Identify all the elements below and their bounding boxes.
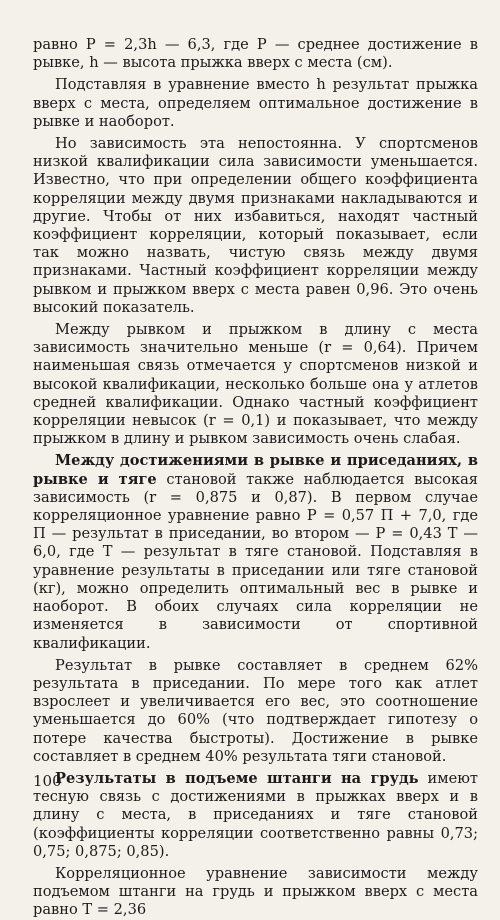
paragraph-2: Подставляя в уравнение вместо h результат прыжка вверх с места, определяем оптимальное достижение в рывке и наоборот. bbox=[33, 76, 478, 130]
page-number: 100 bbox=[33, 772, 62, 790]
paragraph-6: Результат в рывке составляет в среднем 62% результата в приседании. По мере того как атлет взрослеет и увеличивается его вес, это соотношение уменьшается до 60% (что подтверждает гипотезу о потере качества быстроты). Достижение в рывке составляет в среднем 40% результата тяги становой. bbox=[33, 656, 478, 765]
paragraph-8: Корреляционное уравнение зависимости между подъемом штанги на грудь и прыжком вверх с места равно T = 2,36 bbox=[33, 864, 478, 919]
paragraph-1: равно P = 2,3h — 6,3, где P — среднее достижение в рывке, h — высота прыжка вверх с места (см). bbox=[33, 36, 478, 72]
paragraph-4: Между рывком и прыжком в длину с места зависимость значительно меньше (r = 0,64). Причем наименьшая связь отмечается у спортсменов низкой и высокой квалификации, несколько больше она у атлетов средней квалификации. Однако частный коэффициент корреляции невысок (r = 0,1) и показывает, что между прыжком в длину и рывком зависимость очень слабая. bbox=[33, 321, 478, 448]
paragraph-5-lead: Между достижениями в рывке и приседаниях, в рывке и тяге bbox=[33, 452, 478, 488]
paragraph-7-lead: Результаты в подъеме штанги на грудь bbox=[55, 769, 419, 787]
paragraph-5: Между достижениями в рывке и приседаниях, в рывке и тяге становой также наблюдается высокая зависимость (r = 0,875 и 0,87). В первом случае корреляционное уравнение равно P = 0,57 П + 7,0, где П — результат в приседании, во втором — P = 0,43 T — 6,0, где T — результат в тяге становой. Подставляя в уравнение результаты в приседании или тяге становой (кг), можно определить оптимальный вес в рывке и наоборот. В обоих случаях сила корреляции не изменяется в зависимости от спортивной квалификации. bbox=[33, 452, 478, 652]
paragraph-3: Но зависимость эта непостоянна. У спортсменов низкой квалификации сила зависимости уменьшается. Известно, что при определении общего коэффициента корреляции между двумя признаками накладываются и другие. Чтобы от них избавиться, находят частный коэффициент корреляции, который показывает, если так можно назвать, чистую связь между двумя признаками. Частный коэффициент корреляции между рывком и прыжком вверх с места равен 0,96. Это очень высокий показатель. bbox=[33, 135, 478, 316]
paragraph-7: Результаты в подъеме штанги на грудь имеют тесную связь с достижениями в прыжках вверх и в длину с места, в приседаниях и тяге становой (коэффициенты корреляции соответственно равны 0,73; 0,75; 0,875; 0,85). bbox=[33, 769, 478, 860]
body-text bbox=[33, 36, 478, 920]
